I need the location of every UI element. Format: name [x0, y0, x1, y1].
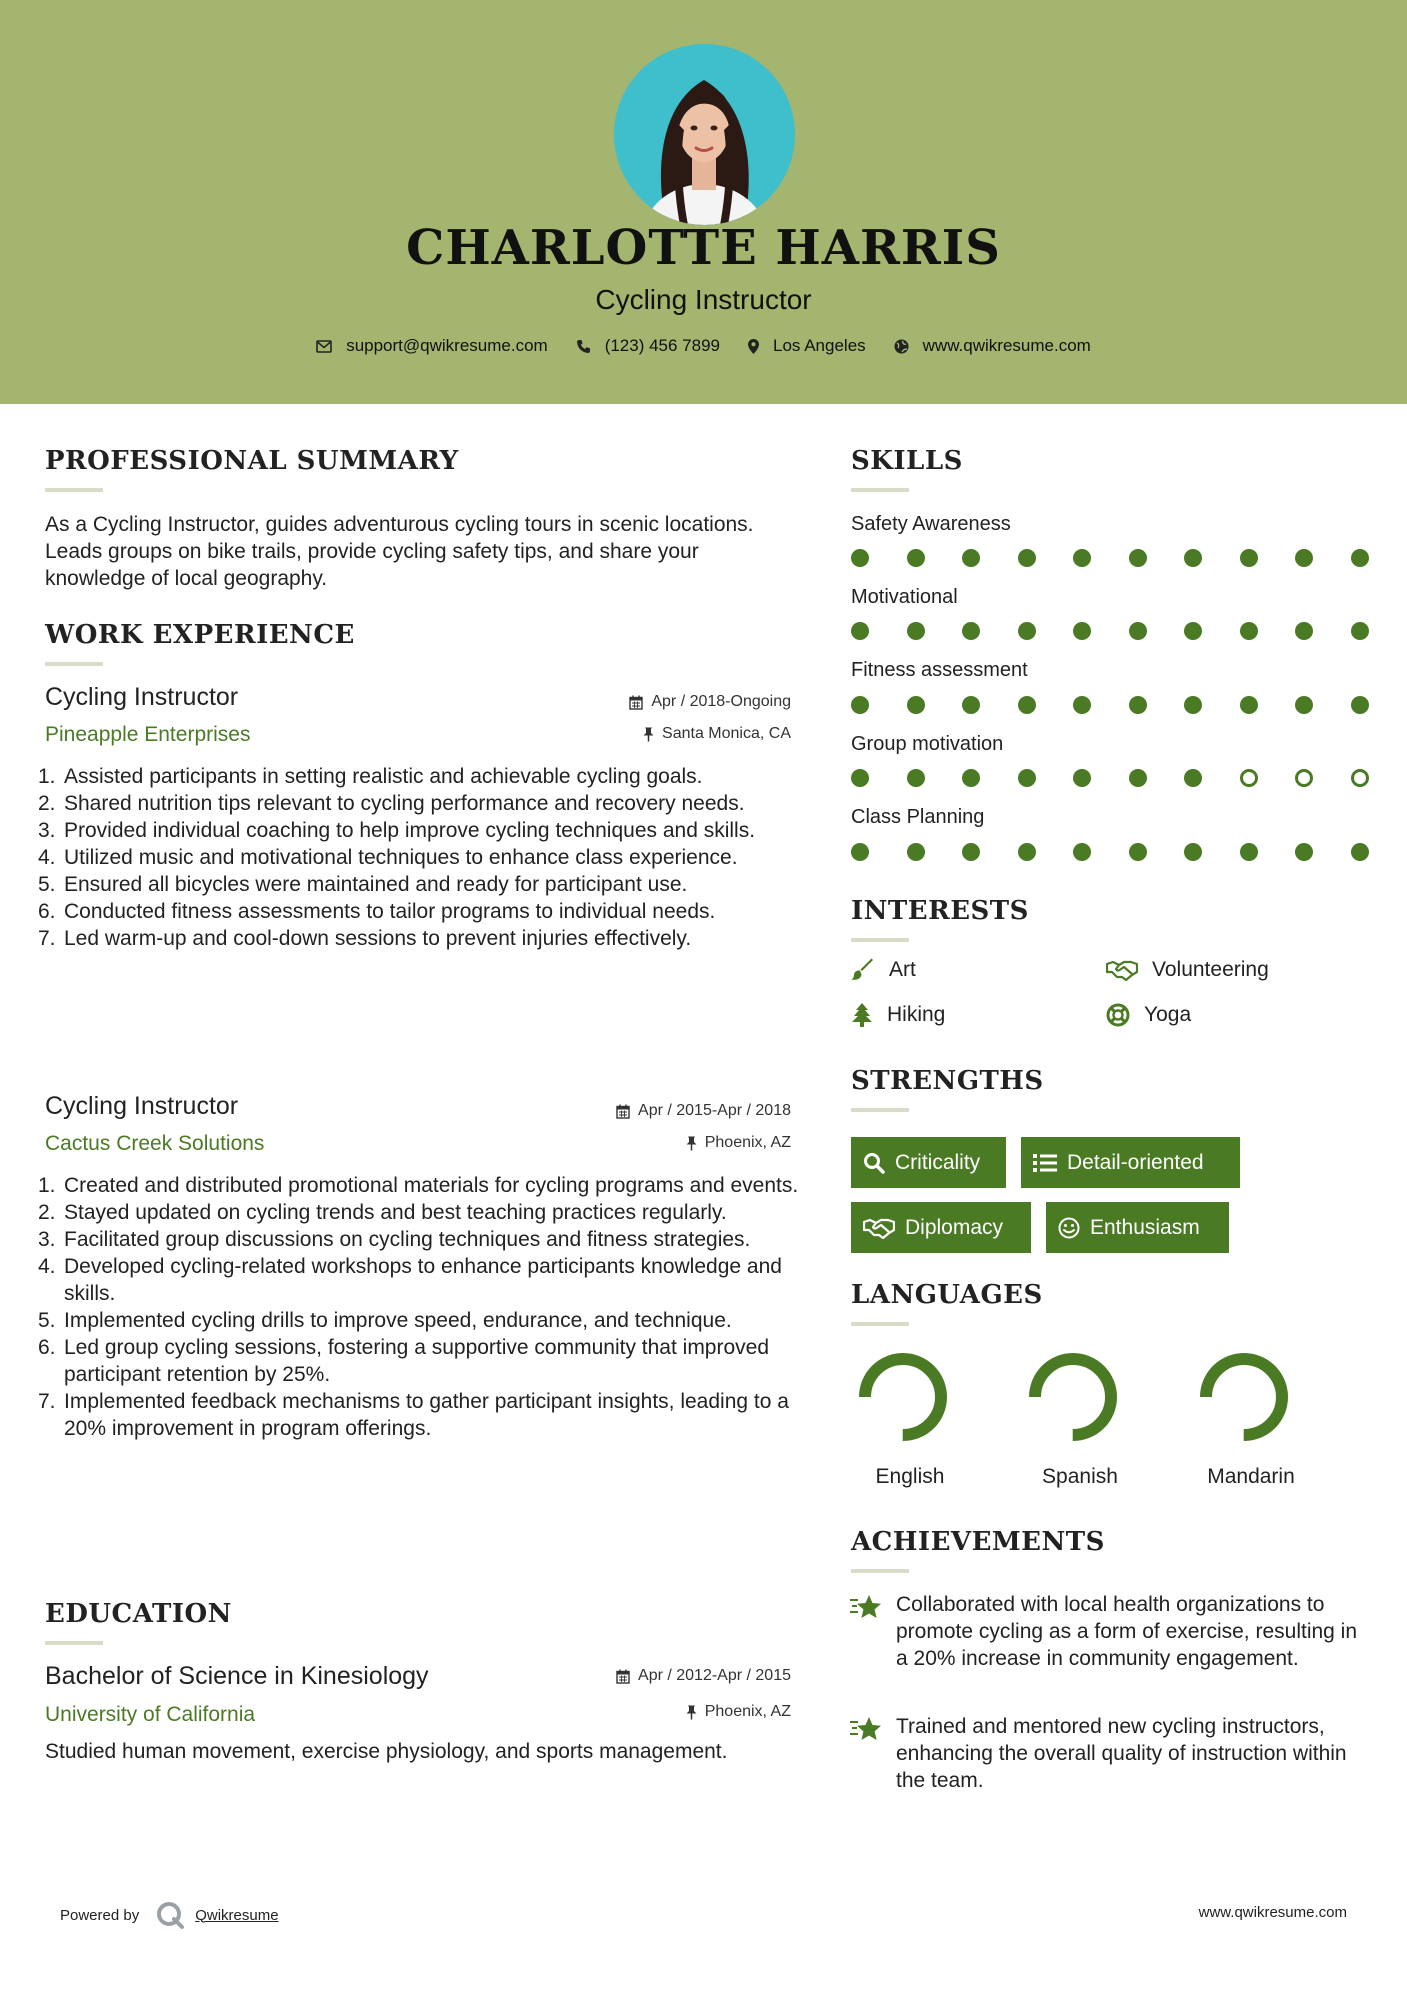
job-location-text: Santa Monica, CA: [662, 725, 791, 742]
contact-location-text: Los Angeles: [773, 336, 866, 355]
job-dates: [629, 693, 791, 711]
languages-divider: [851, 1322, 909, 1326]
globe-icon: [894, 339, 909, 354]
contact-bar: [0, 336, 1407, 356]
skill-dot-filled: [1295, 622, 1313, 640]
skill-dot-filled: [1018, 696, 1036, 714]
skill-dot-filled: [907, 843, 925, 861]
language-name: Spanish: [1042, 1465, 1118, 1488]
list-item: 6. Led group cycling sessions, fostering a supportive community that improved participant retention by 25%.: [38, 1336, 770, 1386]
search-icon: [863, 1152, 885, 1174]
skill-dot-filled: [1129, 843, 1147, 861]
language-ring: [1199, 1352, 1289, 1442]
job-dates-text: Apr / 2018-Ongoing: [651, 693, 791, 710]
skill-dot-filled: [1129, 696, 1147, 714]
skill-dot-filled: [962, 549, 980, 567]
skill-name: Class Planning: [851, 806, 985, 828]
skill-dot-filled: [1018, 549, 1036, 567]
interests-divider: [851, 938, 909, 942]
education-dates-text: Apr / 2012-Apr / 2015: [638, 1667, 791, 1684]
strength-label: Detail-oriented: [1067, 1150, 1204, 1174]
skill-dot-filled: [907, 696, 925, 714]
skill-name: Motivational: [851, 586, 958, 608]
footer-url[interactable]: www.qwikresume.com: [1198, 1904, 1347, 1921]
skill-dot-filled: [1129, 622, 1147, 640]
summary-text: As a Cycling Instructor, guides adventurous cycling tours in scenic locations. Leads groups on bike trails, provide cycling safety tips, and share your knowledge of local geography.: [45, 513, 754, 590]
skill-dot-filled: [1184, 622, 1202, 640]
education-location: [686, 1703, 791, 1721]
contact-website-text: www.qwikresume.com: [922, 336, 1091, 355]
skill-dot-filled: [1351, 549, 1369, 567]
skills-divider: [851, 488, 909, 492]
footer-powered-by: [60, 1900, 279, 1930]
interest-label: Volunteering: [1152, 958, 1269, 981]
skill-dot-filled: [1240, 622, 1258, 640]
skill-dot-filled: [907, 549, 925, 567]
experience-heading: WORK EXPERIENCE: [45, 620, 355, 650]
strengths-divider: [851, 1108, 909, 1112]
candidate-name: CHARLOTTE HARRIS: [406, 220, 1001, 276]
pushpin-icon: [686, 1136, 697, 1151]
skills-heading: SKILLS: [851, 446, 963, 476]
skill-dot-filled: [1073, 549, 1091, 567]
achievement-text: Collaborated with local health organizations to promote cycling as a form of exercise, resulting in a 20% increase in community engagement.: [896, 1593, 1358, 1670]
list-item: 3. Facilitated group discussions on cycling techniques and fitness strategies.: [38, 1228, 751, 1251]
star-icon: [849, 1594, 883, 1622]
interests-heading: INTERESTS: [851, 896, 1029, 926]
list-item: 2. Shared nutrition tips relevant to cycling performance and recovery needs.: [38, 792, 745, 815]
skill-dot-filled: [851, 696, 869, 714]
skill-dot-filled: [1073, 696, 1091, 714]
job-location: [686, 1134, 791, 1152]
language-name: Mandarin: [1207, 1465, 1295, 1488]
lifebuoy-icon: [1106, 1003, 1130, 1027]
profile-photo: [614, 44, 795, 225]
skill-dot-filled: [907, 622, 925, 640]
skill-dot-filled: [1184, 549, 1202, 567]
experience-divider: [45, 662, 103, 666]
education-school: University of California: [45, 1703, 256, 1726]
list-item: 4. Developed cycling-related workshops to enhance participants knowledge and skills.: [38, 1255, 782, 1305]
contact-phone[interactable]: [576, 336, 720, 356]
list-icon: [1033, 1153, 1057, 1173]
interest-label: Art: [889, 958, 916, 981]
skill-dot-filled: [1184, 769, 1202, 787]
language-proficiency-arc: [1206, 1359, 1282, 1435]
list-item: 3. Provided individual coaching to help improve cycling techniques and skills.: [38, 819, 756, 842]
list-item: 2. Stayed updated on cycling trends and best teaching practices regularly.: [38, 1201, 727, 1224]
contact-email[interactable]: [316, 336, 548, 356]
job-responsibilities: [38, 763, 800, 952]
skill-dot-filled: [1018, 769, 1036, 787]
pushpin-icon: [643, 727, 654, 742]
skill-dot-filled: [1240, 843, 1258, 861]
skill-dot-filled: [1073, 622, 1091, 640]
skill-dot-filled: [1240, 549, 1258, 567]
brand-link[interactable]: Qwikresume: [195, 1906, 279, 1924]
skill-dot-filled: [962, 622, 980, 640]
achievements-divider: [851, 1569, 909, 1573]
education-degree: Bachelor of Science in Kinesiology: [45, 1662, 429, 1690]
job-title: Cycling Instructor: [45, 1092, 239, 1120]
list-item: 1. Created and distributed promotional materials for cycling programs and events.: [38, 1174, 799, 1197]
skill-dot-filled: [1295, 549, 1313, 567]
language-ring: [1028, 1352, 1118, 1442]
list-item: 5. Implemented cycling drills to improve speed, endurance, and technique.: [38, 1309, 732, 1332]
qwikresume-logo-icon: [155, 1900, 185, 1930]
language-proficiency-arc: [1035, 1359, 1111, 1435]
summary-divider: [45, 488, 103, 492]
candidate-title: Cycling Instructor: [595, 284, 812, 315]
skill-dot-filled: [851, 622, 869, 640]
skill-dot-filled: [1184, 696, 1202, 714]
skill-dot-filled: [1351, 843, 1369, 861]
skill-dot-filled: [1129, 549, 1147, 567]
interest-item: [1106, 1003, 1191, 1027]
job-location-text: Phoenix, AZ: [704, 1134, 791, 1151]
handshake-icon: [1106, 959, 1138, 981]
skill-dot-empty: [1240, 769, 1258, 787]
job-company: Cactus Creek Solutions: [45, 1132, 265, 1155]
list-item: 4. Utilized music and motivational techniques to enhance class experience.: [38, 846, 738, 869]
skill-dot-filled: [1351, 622, 1369, 640]
skill-dot-filled: [962, 696, 980, 714]
summary-heading: PROFESSIONAL SUMMARY: [45, 446, 459, 476]
contact-phone-text: (123) 456 7899: [604, 336, 721, 355]
strength-tag: [851, 1137, 1006, 1188]
skill-dot-filled: [851, 549, 869, 567]
strength-tag: [851, 1202, 1031, 1253]
list-item: 1. Assisted participants in setting realistic and achievable cycling goals.: [38, 765, 703, 788]
skill-dot-filled: [851, 769, 869, 787]
job-dates: [616, 1102, 791, 1120]
strength-label: Diplomacy: [905, 1215, 1004, 1239]
achievement-text: Trained and mentored new cycling instructors, enhancing the overall quality of instruction within the team.: [896, 1715, 1347, 1792]
skill-dot-filled: [962, 769, 980, 787]
skill-dot-filled: [1073, 843, 1091, 861]
strength-label: Criticality: [895, 1150, 981, 1174]
job-company: Pineapple Enterprises: [45, 723, 251, 746]
skill-dot-empty: [1351, 769, 1369, 787]
language-name: English: [875, 1465, 945, 1488]
skill-dot-filled: [907, 769, 925, 787]
interest-item: [851, 1003, 945, 1027]
smile-icon: [1058, 1217, 1080, 1239]
skill-dot-filled: [1184, 843, 1202, 861]
interest-item: [1106, 958, 1269, 982]
interest-item: [851, 958, 916, 982]
language-ring: [858, 1352, 948, 1442]
skill-dot-filled: [1073, 769, 1091, 787]
map-marker-icon: [748, 339, 759, 354]
paintbrush-icon: [851, 958, 875, 982]
calendar-icon: [629, 695, 643, 710]
interest-label: Yoga: [1144, 1003, 1192, 1026]
contact-location: [748, 336, 866, 356]
strength-label: Enthusiasm: [1090, 1215, 1200, 1239]
tree-icon: [851, 1003, 873, 1027]
job-dates-text: Apr / 2015-Apr / 2018: [638, 1102, 791, 1119]
skill-name: Safety Awareness: [851, 513, 1011, 535]
list-item: 6. Conducted fitness assessments to tailor programs to individual needs.: [38, 900, 716, 923]
languages-heading: LANGUAGES: [851, 1280, 1043, 1310]
education-dates: [616, 1667, 791, 1685]
phone-icon: [576, 339, 591, 354]
list-item: 7. Implemented feedback mechanisms to gather participant insights, leading to a 20% improvement in program offerings.: [38, 1390, 789, 1440]
education-location-text: Phoenix, AZ: [704, 1703, 791, 1720]
handshake-icon: [863, 1217, 895, 1239]
interest-label: Hiking: [887, 1003, 946, 1026]
job-title: Cycling Instructor: [45, 683, 239, 711]
language-proficiency-arc: [865, 1359, 941, 1435]
skill-dot-filled: [851, 843, 869, 861]
contact-website[interactable]: [894, 336, 1091, 356]
strength-tag: [1046, 1202, 1229, 1253]
skill-dot-filled: [1240, 696, 1258, 714]
skill-name: Fitness assessment: [851, 659, 1028, 681]
job-responsibilities: [38, 1172, 800, 1442]
skill-dot-empty: [1295, 769, 1313, 787]
envelope-icon: [316, 340, 332, 353]
strength-tag: [1021, 1137, 1240, 1188]
skill-name: Group motivation: [851, 733, 1004, 755]
skill-dot-filled: [1018, 843, 1036, 861]
header-band: [0, 0, 1407, 404]
job-location: [643, 725, 791, 743]
list-item: 7. Led warm-up and cool-down sessions to prevent injuries effectively.: [38, 927, 692, 950]
skill-dot-filled: [962, 843, 980, 861]
calendar-icon: [616, 1669, 630, 1684]
calendar-icon: [616, 1104, 630, 1119]
skill-dot-filled: [1351, 696, 1369, 714]
skill-dot-filled: [1295, 696, 1313, 714]
pushpin-icon: [686, 1705, 697, 1720]
list-item: 5. Ensured all bicycles were maintained and ready for participant use.: [38, 873, 688, 896]
skill-dot-filled: [1295, 843, 1313, 861]
achievements-heading: ACHIEVEMENTS: [851, 1527, 1105, 1557]
education-divider: [45, 1641, 103, 1645]
powered-by-label: Powered by: [60, 1906, 140, 1924]
skill-dot-filled: [1018, 622, 1036, 640]
strengths-heading: STRENGTHS: [851, 1066, 1044, 1096]
contact-email-text: support@qwikresume.com: [346, 336, 548, 355]
education-heading: EDUCATION: [45, 1599, 232, 1629]
education-description: Studied human movement, exercise physiology, and sports management.: [45, 1740, 728, 1763]
star-icon: [849, 1716, 883, 1744]
skill-dot-filled: [1129, 769, 1147, 787]
